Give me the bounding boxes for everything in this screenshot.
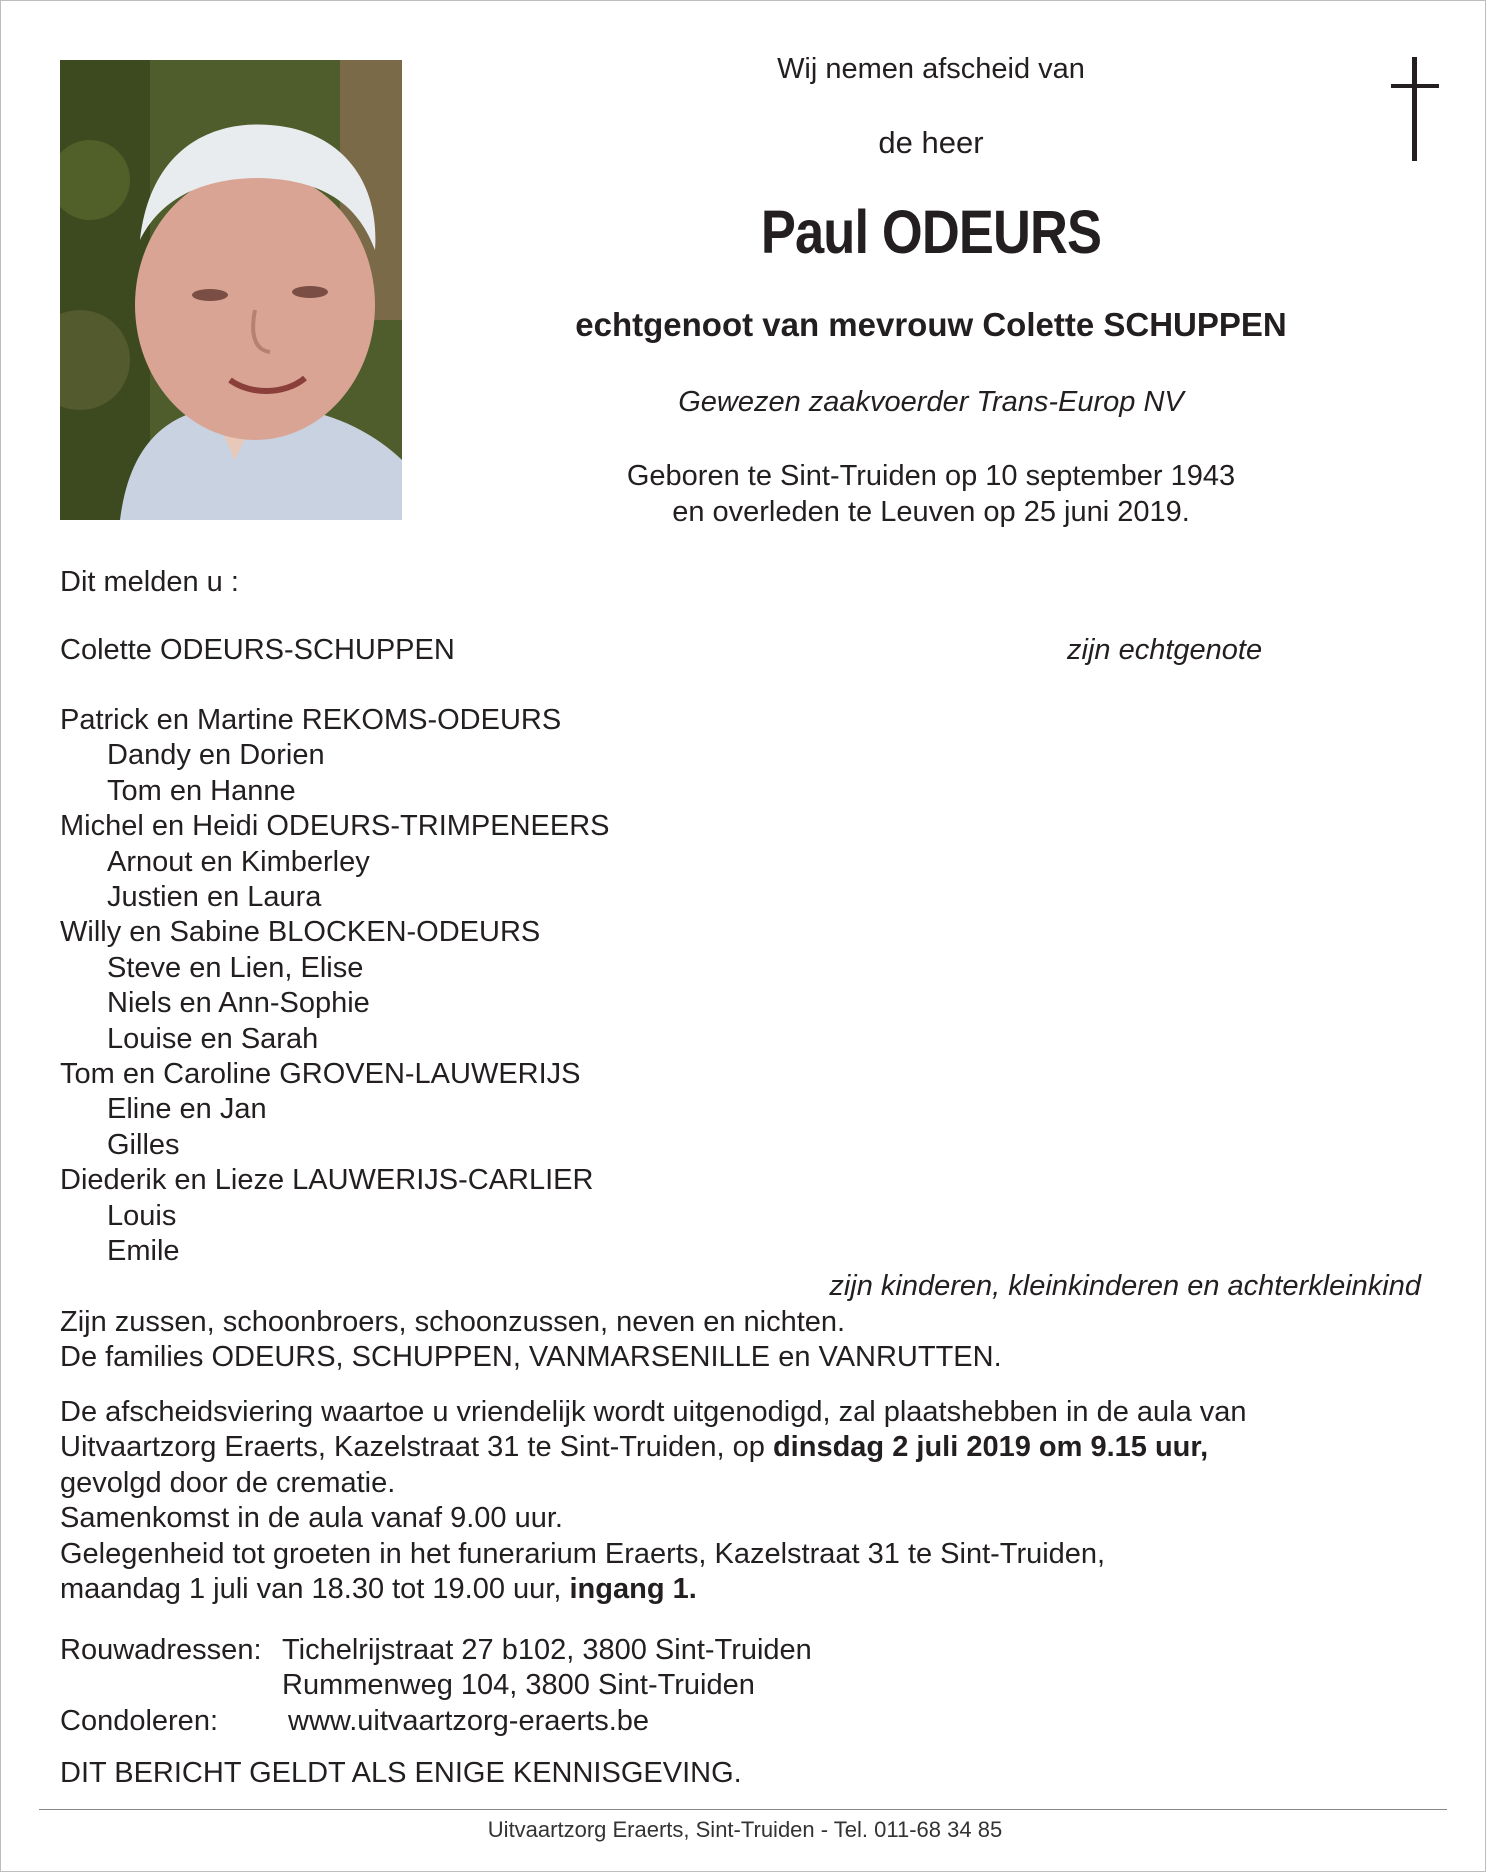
grandchild-entry: Louise en Sarah	[107, 1022, 319, 1055]
relatives-block	[60, 1305, 1002, 1376]
footer-text: Uitvaartzorg Eraerts, Sint-Truiden - Tel. 011-68 34 85	[487, 1817, 1003, 1842]
portrait-photo	[60, 60, 402, 520]
ceremony-block	[60, 1395, 1247, 1607]
address-1: Tichelrijstraat 27 b102, 3800 Sint-Truiden	[282, 1634, 812, 1666]
grandchild-entry: Emile	[107, 1235, 180, 1268]
entrance-label: ingang 1.	[569, 1573, 697, 1606]
grandchild-entry: Tom en Hanne	[107, 774, 296, 807]
ceremony-date: dinsdag 2 juli 2019 om 9.15 uur,	[772, 1431, 1209, 1464]
notice-line: DIT BERICHT GELDT ALS ENIGE KENNISGEVING.	[60, 1757, 742, 1789]
portrait-illustration	[60, 60, 402, 520]
ceremony-line: Samenkomst in de aula vanaf 9.00 uur.	[60, 1502, 563, 1535]
family-list	[60, 703, 610, 1270]
spouse-name: Colette ODEURS-SCHUPPEN	[60, 634, 455, 666]
condole-label: Condoleren:	[60, 1704, 218, 1737]
visiting-text: maandag 1 juli van 18.30 tot 19.00 uur,	[60, 1573, 570, 1606]
ceremony-line: Gelegenheid tot groeten in het funerarium Eraerts, Kazelstraat 31 te Sint-Truiden,	[60, 1537, 1106, 1570]
grandchild-entry: Gilles	[107, 1128, 180, 1161]
deceased-name: Paul ODEURS	[760, 198, 1102, 266]
birth-line: Geboren te Sint-Truiden op 10 september 1943	[626, 460, 1236, 492]
grandchild-entry: Dandy en Dorien	[107, 739, 325, 772]
grandchild-entry: Niels en Ann-Sophie	[107, 987, 370, 1020]
families-line: De families ODEURS, SCHUPPEN, VANMARSENILLE en VANRUTTEN.	[60, 1341, 1002, 1374]
child-entry: Patrick en Martine REKOMS-ODEURS	[60, 704, 562, 736]
title-line: de heer	[878, 125, 984, 160]
spouse-role: zijn echtgenote	[1067, 634, 1263, 666]
address-2: Rummenweg 104, 3800 Sint-Truiden	[282, 1669, 755, 1702]
announce-line: Dit melden u :	[60, 566, 239, 598]
grandchild-entry: Louis	[107, 1199, 177, 1232]
child-entry: Tom en Caroline GROVEN-LAUWERIJS	[60, 1058, 581, 1091]
profession-line: Gewezen zaakvoerder Trans-Europ NV	[678, 386, 1184, 418]
child-entry: Diederik en Lieze LAUWERIJS-CARLIER	[60, 1164, 594, 1197]
child-entry: Willy en Sabine BLOCKEN-ODEURS	[60, 916, 541, 949]
child-entry: Michel en Heidi ODEURS-TRIMPENEERS	[60, 810, 610, 843]
ceremony-line: De afscheidsviering waartoe u vriendelijk wordt uitgenodigd, zal plaatshebben in de aula van	[60, 1396, 1247, 1428]
addresses-block	[60, 1633, 812, 1739]
intro-line: Wij nemen afscheid van	[777, 53, 1085, 85]
dates-block	[481, 458, 1381, 530]
ceremony-line: gevolgd door de crematie.	[60, 1466, 396, 1499]
ceremony-line	[60, 1572, 1247, 1607]
grandchild-entry: Steve en Lien, Elise	[107, 951, 364, 984]
grandchild-entry: Eline en Jan	[107, 1093, 267, 1126]
ceremony-text: Uitvaartzorg Eraerts, Kazelstraat 31 te Sint-Truiden, op	[60, 1431, 773, 1464]
relatives-line: Zijn zussen, schoonbroers, schoonzussen, neven en nichten.	[60, 1306, 846, 1338]
addresses-label: Rouwadressen:	[60, 1634, 262, 1666]
family-role: zijn kinderen, kleinkinderen en achterkleinkind	[829, 1270, 1421, 1302]
grandchild-entry: Arnout en Kimberley	[107, 845, 370, 878]
death-line: en overleden te Leuven op 25 juni 2019.	[672, 496, 1190, 528]
grandchild-entry: Justien en Laura	[107, 881, 322, 914]
ceremony-line	[60, 1430, 1247, 1465]
cross-icon	[1391, 57, 1439, 161]
website-link[interactable]: www.uitvaartzorg-eraerts.be	[288, 1704, 650, 1737]
footer-divider	[39, 1809, 1447, 1810]
spouse-line: echtgenoot van mevrouw Colette SCHUPPEN	[575, 306, 1287, 343]
